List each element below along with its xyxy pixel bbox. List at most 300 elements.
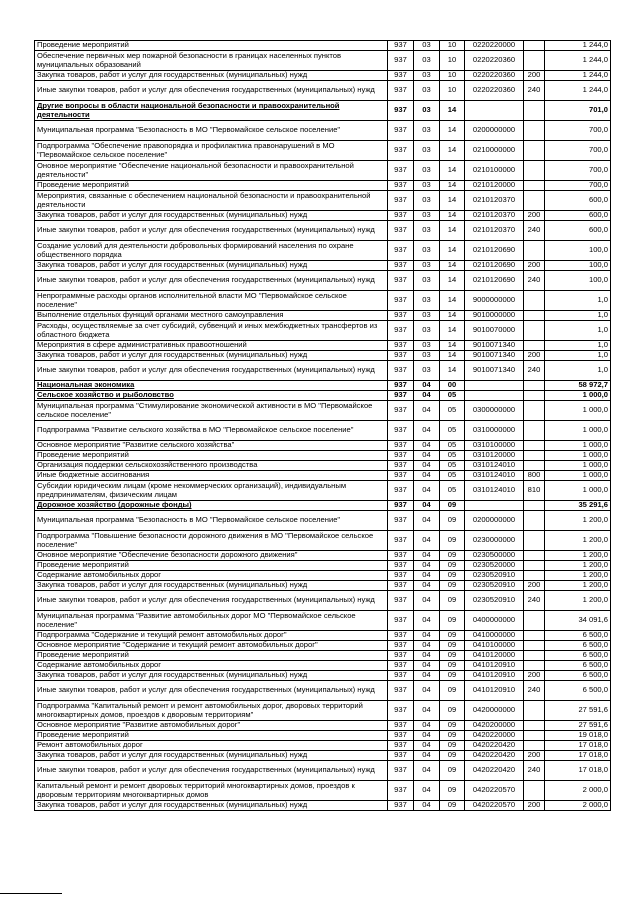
row-subsection: 05	[440, 441, 465, 451]
table-row	[35, 181, 611, 191]
row-grbs: 937	[388, 471, 414, 481]
table-row	[35, 321, 611, 341]
row-target-code: 0420220000	[465, 731, 524, 741]
row-subsection: 14	[440, 291, 465, 311]
row-grbs: 937	[388, 101, 414, 121]
row-target-code: 0210120370	[465, 191, 524, 211]
row-subsection: 14	[440, 211, 465, 221]
row-amount: 100,0	[545, 241, 611, 261]
row-subsection: 09	[440, 531, 465, 551]
row-grbs: 937	[388, 51, 414, 71]
row-subsection: 09	[440, 641, 465, 651]
row-section: 04	[414, 391, 440, 401]
row-section: 03	[414, 321, 440, 341]
row-grbs: 937	[388, 651, 414, 661]
row-grbs: 937	[388, 551, 414, 561]
row-amount: 1,0	[545, 341, 611, 351]
row-subsection: 09	[440, 801, 465, 811]
row-grbs: 937	[388, 401, 414, 421]
row-expense-type	[524, 101, 545, 121]
row-target-code: 0310120000	[465, 451, 524, 461]
row-name: Закупка товаров, работ и услуг для государственных (муниципальных) нужд	[35, 211, 388, 221]
row-expense-type: 240	[524, 81, 545, 101]
row-section: 04	[414, 551, 440, 561]
row-section: 03	[414, 271, 440, 291]
row-section: 03	[414, 241, 440, 261]
row-subsection: 14	[440, 161, 465, 181]
row-subsection: 10	[440, 71, 465, 81]
row-expense-type: 240	[524, 271, 545, 291]
row-amount: 17 018,0	[545, 751, 611, 761]
table-row	[35, 271, 611, 291]
row-amount: 1 000,0	[545, 461, 611, 471]
table-row	[35, 221, 611, 241]
row-expense-type	[524, 51, 545, 71]
row-amount: 27 591,6	[545, 721, 611, 731]
row-name: Иные закупки товаров, работ и услуг для обеспечения государственных (муниципальных) нужд	[35, 761, 388, 781]
row-expense-type	[524, 781, 545, 801]
row-name: Проведение мероприятий	[35, 41, 388, 51]
row-name: Муниципальная программа "Безопасность в МО "Первомайское сельское поселение"	[35, 511, 388, 531]
row-section: 04	[414, 441, 440, 451]
row-expense-type	[524, 291, 545, 311]
row-grbs: 937	[388, 241, 414, 261]
row-expense-type	[524, 161, 545, 181]
row-subsection: 09	[440, 701, 465, 721]
row-subsection: 09	[440, 761, 465, 781]
row-subsection: 09	[440, 581, 465, 591]
row-target-code: 0410120000	[465, 651, 524, 661]
row-target-code: 0410120910	[465, 681, 524, 701]
row-name: Капитальный ремонт и ремонт дворовых территорий многоквартирных домов, проездов к дворовым территориям многоквартирных домов	[35, 781, 388, 801]
table-row	[35, 81, 611, 101]
budget-table-body	[35, 41, 611, 811]
row-subsection: 14	[440, 311, 465, 321]
budget-table	[34, 40, 611, 811]
row-target-code	[465, 501, 524, 511]
row-amount: 1 200,0	[545, 591, 611, 611]
row-subsection: 09	[440, 561, 465, 571]
table-row	[35, 101, 611, 121]
row-subsection: 14	[440, 191, 465, 211]
row-target-code: 0420000000	[465, 701, 524, 721]
row-section: 03	[414, 51, 440, 71]
row-subsection: 10	[440, 51, 465, 71]
row-grbs: 937	[388, 671, 414, 681]
row-grbs: 937	[388, 451, 414, 461]
row-expense-type	[524, 701, 545, 721]
row-name: Основное мероприятие "Развитие автомобильных дорог"	[35, 721, 388, 731]
row-subsection: 09	[440, 551, 465, 561]
row-amount: 1 244,0	[545, 81, 611, 101]
table-row	[35, 781, 611, 801]
row-name: Оновное мероприятие "Обеспечение безопасности дорожного движения"	[35, 551, 388, 561]
row-grbs: 937	[388, 81, 414, 101]
table-row	[35, 391, 611, 401]
table-row	[35, 721, 611, 731]
row-name: Проведение мероприятий	[35, 181, 388, 191]
row-section: 04	[414, 611, 440, 631]
row-target-code: 0310124010	[465, 481, 524, 501]
row-subsection: 10	[440, 41, 465, 51]
row-target-code: 9010071340	[465, 341, 524, 351]
row-grbs: 937	[388, 191, 414, 211]
row-section: 03	[414, 221, 440, 241]
row-expense-type: 200	[524, 261, 545, 271]
row-grbs: 937	[388, 501, 414, 511]
table-row	[35, 531, 611, 551]
row-grbs: 937	[388, 611, 414, 631]
row-subsection: 09	[440, 571, 465, 581]
table-row	[35, 351, 611, 361]
row-grbs: 937	[388, 561, 414, 571]
row-amount: 1 244,0	[545, 41, 611, 51]
row-expense-type: 200	[524, 671, 545, 681]
row-name: Проведение мероприятий	[35, 731, 388, 741]
table-row	[35, 661, 611, 671]
row-grbs: 937	[388, 441, 414, 451]
row-grbs: 937	[388, 41, 414, 51]
table-row	[35, 291, 611, 311]
table-row	[35, 471, 611, 481]
row-expense-type	[524, 381, 545, 391]
row-target-code: 0230520910	[465, 581, 524, 591]
row-subsection: 10	[440, 81, 465, 101]
row-subsection: 09	[440, 511, 465, 531]
row-name: Иные закупки товаров, работ и услуг для обеспечения государственных (муниципальных) нужд	[35, 221, 388, 241]
row-amount: 1 200,0	[545, 531, 611, 551]
row-target-code: 0210000000	[465, 141, 524, 161]
row-section: 03	[414, 361, 440, 381]
table-row	[35, 161, 611, 181]
table-row	[35, 381, 611, 391]
table-row	[35, 311, 611, 321]
row-amount: 1 000,0	[545, 471, 611, 481]
row-name: Закупка товаров, работ и услуг для государственных (муниципальных) нужд	[35, 801, 388, 811]
row-name: Субсидии юридическим лицам (кроме некоммерческих организаций), индивидуальным предпринимателям, физическим лицам	[35, 481, 388, 501]
row-subsection: 09	[440, 651, 465, 661]
row-amount: 100,0	[545, 271, 611, 291]
row-target-code: 9010071340	[465, 351, 524, 361]
row-name: Иные закупки товаров, работ и услуг для обеспечения государственных (муниципальных) нужд	[35, 271, 388, 291]
row-subsection: 09	[440, 631, 465, 641]
row-expense-type	[524, 141, 545, 161]
row-expense-type: 240	[524, 591, 545, 611]
row-subsection: 09	[440, 721, 465, 731]
row-name: Муниципальная программа "Стимулирование экономической активности в МО "Первомайское сельское поселение"	[35, 401, 388, 421]
row-section: 04	[414, 641, 440, 651]
row-amount: 1 244,0	[545, 51, 611, 71]
row-subsection: 09	[440, 781, 465, 801]
row-name: Содержание автомобильных дорог	[35, 571, 388, 581]
row-expense-type: 200	[524, 351, 545, 361]
row-amount: 1 200,0	[545, 561, 611, 571]
row-expense-type	[524, 421, 545, 441]
row-expense-type	[524, 451, 545, 461]
table-row	[35, 121, 611, 141]
row-section: 04	[414, 751, 440, 761]
row-amount: 1 000,0	[545, 401, 611, 421]
row-section: 04	[414, 801, 440, 811]
row-expense-type	[524, 311, 545, 321]
row-target-code: 0220220360	[465, 51, 524, 71]
row-amount: 2 000,0	[545, 801, 611, 811]
row-section: 04	[414, 511, 440, 531]
row-target-code: 0410120910	[465, 661, 524, 671]
row-amount: 1,0	[545, 321, 611, 341]
row-grbs: 937	[388, 341, 414, 351]
row-section: 03	[414, 181, 440, 191]
row-target-code: 0230520910	[465, 571, 524, 581]
row-expense-type	[524, 191, 545, 211]
row-section: 03	[414, 191, 440, 211]
row-expense-type	[524, 441, 545, 451]
row-grbs: 937	[388, 311, 414, 321]
row-name: Иные закупки товаров, работ и услуг для обеспечения государственных (муниципальных) нужд	[35, 681, 388, 701]
row-grbs: 937	[388, 591, 414, 611]
row-subsection: 14	[440, 121, 465, 141]
table-row	[35, 611, 611, 631]
row-target-code: 0210100000	[465, 161, 524, 181]
row-name: Закупка товаров, работ и услуг для государственных (муниципальных) нужд	[35, 751, 388, 761]
row-target-code: 0230500000	[465, 551, 524, 561]
table-row	[35, 731, 611, 741]
row-amount: 1,0	[545, 291, 611, 311]
row-section: 03	[414, 311, 440, 321]
table-row	[35, 591, 611, 611]
table-row	[35, 441, 611, 451]
row-grbs: 937	[388, 761, 414, 781]
row-name: Закупка товаров, работ и услуг для государственных (муниципальных) нужд	[35, 671, 388, 681]
row-subsection: 14	[440, 221, 465, 241]
row-subsection: 09	[440, 501, 465, 511]
row-amount: 1,0	[545, 351, 611, 361]
table-row	[35, 141, 611, 161]
row-section: 04	[414, 421, 440, 441]
table-row	[35, 401, 611, 421]
row-target-code: 0410120910	[465, 671, 524, 681]
row-name: Проведение мероприятий	[35, 651, 388, 661]
row-amount: 34 091,6	[545, 611, 611, 631]
row-section: 04	[414, 581, 440, 591]
table-row	[35, 71, 611, 81]
row-grbs: 937	[388, 361, 414, 381]
row-expense-type	[524, 721, 545, 731]
row-section: 04	[414, 741, 440, 751]
row-subsection: 14	[440, 101, 465, 121]
row-expense-type	[524, 531, 545, 551]
row-section: 04	[414, 571, 440, 581]
row-expense-type	[524, 241, 545, 261]
table-row	[35, 451, 611, 461]
row-target-code: 0230520000	[465, 561, 524, 571]
row-subsection: 09	[440, 591, 465, 611]
row-amount: 2 000,0	[545, 781, 611, 801]
table-row	[35, 651, 611, 661]
row-subsection: 09	[440, 731, 465, 741]
row-expense-type	[524, 631, 545, 641]
row-name: Оновное мероприятие "Обеспечение национальной безопасности и правоохранительной деятельности"	[35, 161, 388, 181]
row-expense-type: 240	[524, 221, 545, 241]
row-name: Национальная экономика	[35, 381, 388, 391]
row-grbs: 937	[388, 181, 414, 191]
row-subsection: 14	[440, 261, 465, 271]
row-target-code: 0400000000	[465, 611, 524, 631]
row-amount: 6 500,0	[545, 631, 611, 641]
row-grbs: 937	[388, 531, 414, 551]
row-section: 03	[414, 101, 440, 121]
row-target-code: 9010071340	[465, 361, 524, 381]
row-name: Проведение мероприятий	[35, 451, 388, 461]
row-amount: 1,0	[545, 361, 611, 381]
row-subsection: 09	[440, 681, 465, 701]
row-name: Подпрограмма "Содержание и текущий ремонт автомобильных дорог"	[35, 631, 388, 641]
table-row	[35, 701, 611, 721]
row-name: Организация поддержки сельскохозяйственного производства	[35, 461, 388, 471]
budget-page	[34, 40, 610, 811]
row-section: 04	[414, 471, 440, 481]
row-amount: 600,0	[545, 191, 611, 211]
row-expense-type	[524, 461, 545, 471]
row-target-code: 0310124010	[465, 461, 524, 471]
row-amount: 35 291,6	[545, 501, 611, 511]
row-name: Иные закупки товаров, работ и услуг для обеспечения государственных (муниципальных) нужд	[35, 591, 388, 611]
row-amount: 17 018,0	[545, 761, 611, 781]
row-name: Сельское хозяйство и рыболовство	[35, 391, 388, 401]
row-grbs: 937	[388, 141, 414, 161]
row-target-code: 0410000000	[465, 631, 524, 641]
row-target-code: 0230520910	[465, 591, 524, 611]
row-target-code: 0230000000	[465, 531, 524, 551]
row-subsection: 05	[440, 401, 465, 421]
table-row	[35, 261, 611, 271]
row-amount: 701,0	[545, 101, 611, 121]
row-target-code: 0310124010	[465, 471, 524, 481]
row-grbs: 937	[388, 351, 414, 361]
row-expense-type	[524, 661, 545, 671]
row-expense-type	[524, 561, 545, 571]
row-amount: 6 500,0	[545, 641, 611, 651]
row-subsection: 14	[440, 341, 465, 351]
row-subsection: 14	[440, 241, 465, 261]
table-row	[35, 581, 611, 591]
row-amount: 1 200,0	[545, 551, 611, 561]
row-amount: 6 500,0	[545, 661, 611, 671]
table-row	[35, 461, 611, 471]
row-grbs: 937	[388, 801, 414, 811]
row-target-code	[465, 381, 524, 391]
row-name: Иные бюджетные ассигнования	[35, 471, 388, 481]
row-subsection: 09	[440, 671, 465, 681]
row-expense-type	[524, 321, 545, 341]
row-target-code: 0210120690	[465, 271, 524, 291]
row-expense-type	[524, 641, 545, 651]
row-section: 04	[414, 451, 440, 461]
row-amount: 6 500,0	[545, 681, 611, 701]
row-section: 04	[414, 561, 440, 571]
row-target-code: 0410100000	[465, 641, 524, 651]
table-row	[35, 511, 611, 531]
row-target-code: 0420220420	[465, 761, 524, 781]
row-section: 04	[414, 661, 440, 671]
row-grbs: 937	[388, 461, 414, 471]
row-name: Другие вопросы в области национальной безопасности и правоохранительной деятельности	[35, 101, 388, 121]
row-amount: 700,0	[545, 141, 611, 161]
row-section: 04	[414, 531, 440, 551]
row-subsection: 05	[440, 451, 465, 461]
row-expense-type: 800	[524, 471, 545, 481]
row-expense-type: 810	[524, 481, 545, 501]
row-grbs: 937	[388, 661, 414, 671]
row-target-code: 0420220420	[465, 741, 524, 751]
row-name: Мероприятия, связанные с обеспечением национальной безопасности и правоохранительной деятельности	[35, 191, 388, 211]
row-grbs: 937	[388, 741, 414, 751]
row-grbs: 937	[388, 701, 414, 721]
row-target-code	[465, 101, 524, 121]
row-section: 04	[414, 761, 440, 781]
row-name: Закупка товаров, работ и услуг для государственных (муниципальных) нужд	[35, 581, 388, 591]
row-expense-type: 240	[524, 361, 545, 381]
table-row	[35, 801, 611, 811]
row-section: 03	[414, 71, 440, 81]
row-name: Мероприятия в сфере административных правоотношений	[35, 341, 388, 351]
row-section: 04	[414, 651, 440, 661]
row-expense-type: 200	[524, 71, 545, 81]
row-section: 04	[414, 401, 440, 421]
table-row	[35, 241, 611, 261]
row-grbs: 937	[388, 581, 414, 591]
row-expense-type: 200	[524, 211, 545, 221]
row-expense-type	[524, 181, 545, 191]
row-expense-type	[524, 501, 545, 511]
row-grbs: 937	[388, 781, 414, 801]
row-grbs: 937	[388, 571, 414, 581]
row-amount: 600,0	[545, 211, 611, 221]
row-grbs: 937	[388, 481, 414, 501]
table-row	[35, 561, 611, 571]
row-expense-type	[524, 341, 545, 351]
row-section: 04	[414, 501, 440, 511]
row-name: Муниципальная программа "Безопасность в МО "Первомайское сельское поселение"	[35, 121, 388, 141]
row-grbs: 937	[388, 721, 414, 731]
row-amount: 700,0	[545, 161, 611, 181]
row-amount: 100,0	[545, 261, 611, 271]
row-grbs: 937	[388, 161, 414, 181]
row-target-code: 0420220570	[465, 801, 524, 811]
row-expense-type	[524, 511, 545, 531]
row-section: 04	[414, 731, 440, 741]
row-section: 03	[414, 211, 440, 221]
row-grbs: 937	[388, 221, 414, 241]
table-row	[35, 761, 611, 781]
row-name: Подпрограмма "Развитие сельского хозяйства в МО "Первомайское сельское поселение"	[35, 421, 388, 441]
row-grbs: 937	[388, 71, 414, 81]
row-target-code: 0200000000	[465, 511, 524, 531]
row-subsection: 14	[440, 321, 465, 341]
row-expense-type	[524, 611, 545, 631]
row-section: 04	[414, 481, 440, 501]
row-target-code: 9000000000	[465, 291, 524, 311]
row-name: Закупка товаров, работ и услуг для государственных (муниципальных) нужд	[35, 351, 388, 361]
row-name: Основное мероприятие "Развитие сельского хозяйства"	[35, 441, 388, 451]
row-section: 04	[414, 701, 440, 721]
row-expense-type: 200	[524, 801, 545, 811]
row-subsection: 14	[440, 361, 465, 381]
table-row	[35, 211, 611, 221]
row-name: Расходы, осуществляемые за счет субсидий, субвенций и иных межбюджетных трансфертов из областного бюджета	[35, 321, 388, 341]
table-row	[35, 571, 611, 581]
row-grbs: 937	[388, 681, 414, 701]
